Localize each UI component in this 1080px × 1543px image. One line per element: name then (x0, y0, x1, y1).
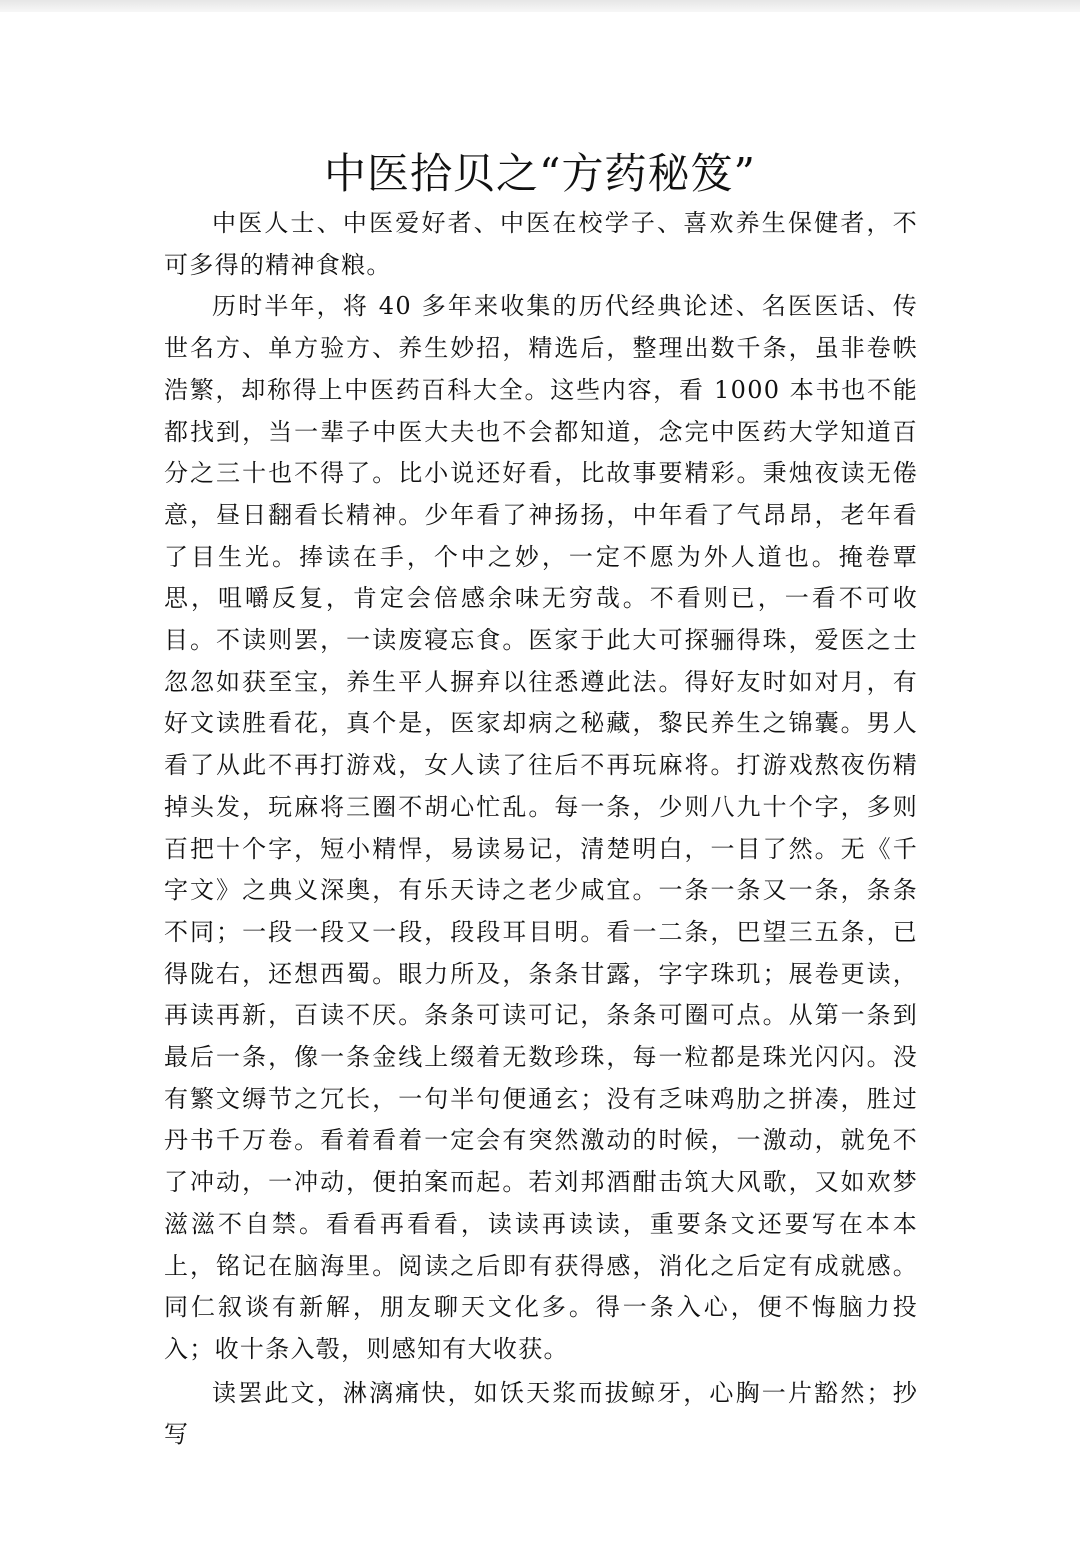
paragraph-intro: 中医人士、中医爱好者、中医在校学子、喜欢养生保健者，不可多得的精神食粮。 (164, 209, 918, 279)
document-title: 中医拾贝之“方药秘笈” (324, 149, 756, 198)
document-body (164, 203, 918, 1456)
paragraph-closing: 读罢此文，淋漓痛快，如饫天浆而拔鲸牙，心胸一片豁然；抄写 (164, 1378, 918, 1449)
paragraph-main: 历时半年，将 40 多年来收集的历代经典论述、名医医话、传世名方、单方验方、养生妙招，精选后，整理出数千条，虽非卷帙浩繁，却称得上中医药百科大全。这些内容，看 1000 本书也不能都找到，当一辈子中医大夫也不会都知道，念完中医药大学知道百分之三十也不得了。比小说还好看，比故事要精彩。秉烛夜读无倦意，昼日翻看长精神。少年看了神扬扬，中年看了气昂昂，老年看了目生光。捧读在手，个中之妙，一定不愿为外人道也。掩卷覃思，咀嚼反复，肯定会倍感余味无穷哉。不看则已，一看不可收目。不读则罢，一读废寝忘食。医家于此大可探骊得珠，爱医之士忽忽如获至宝，养生平人摒弃以往悉遵此法。得好友时如对月，有好文读胜看花，真个是，医家却病之秘藏，黎民养生之锦囊。男人看了从此不再打游戏，女人读了往后不再玩麻将。打游戏熬夜伤精掉头发，玩麻将三圈不胡心忙乱。每一条，少则八九十个字，多则百把十个字，短小精悍，易读易记，清楚明白，一目了然。无《千字文》之典义深奥，有乐天诗之老少咸宜。一条一条又一条，条条不同；一段一段又一段，段段耳目明。看一二条，巴望三五条，已得陇右，还想西蜀。眼力所及，条条甘露，字字珠玑；展卷更读，再读再新，百读不厌。条条可读可记，条条可圈可点。从第一条到最后一条，像一条金线上缀着无数珍珠，每一粒都是珠光闪闪。没有繁文缛节之冗长，一句半句便通玄；没有乏味鸡肋之拼凑，胜过丹书千万卷。看着看着一定会有突然激动的时候，一激动，就免不了冲动，一冲动，便拍案而起。若刘邦酒酣击筑大风歌，又如欢梦滋滋不自禁。看看再看看，读读再读读，重要条文还要写在本本上，铭记在脑海里。阅读之后即有获得感，消化之后定有成就感。同仁叙谈有新解，朋友聊天文化多。得一条入心，便不悔脑力投入；收十条入彀，则感知有大收获。 (164, 292, 918, 1363)
